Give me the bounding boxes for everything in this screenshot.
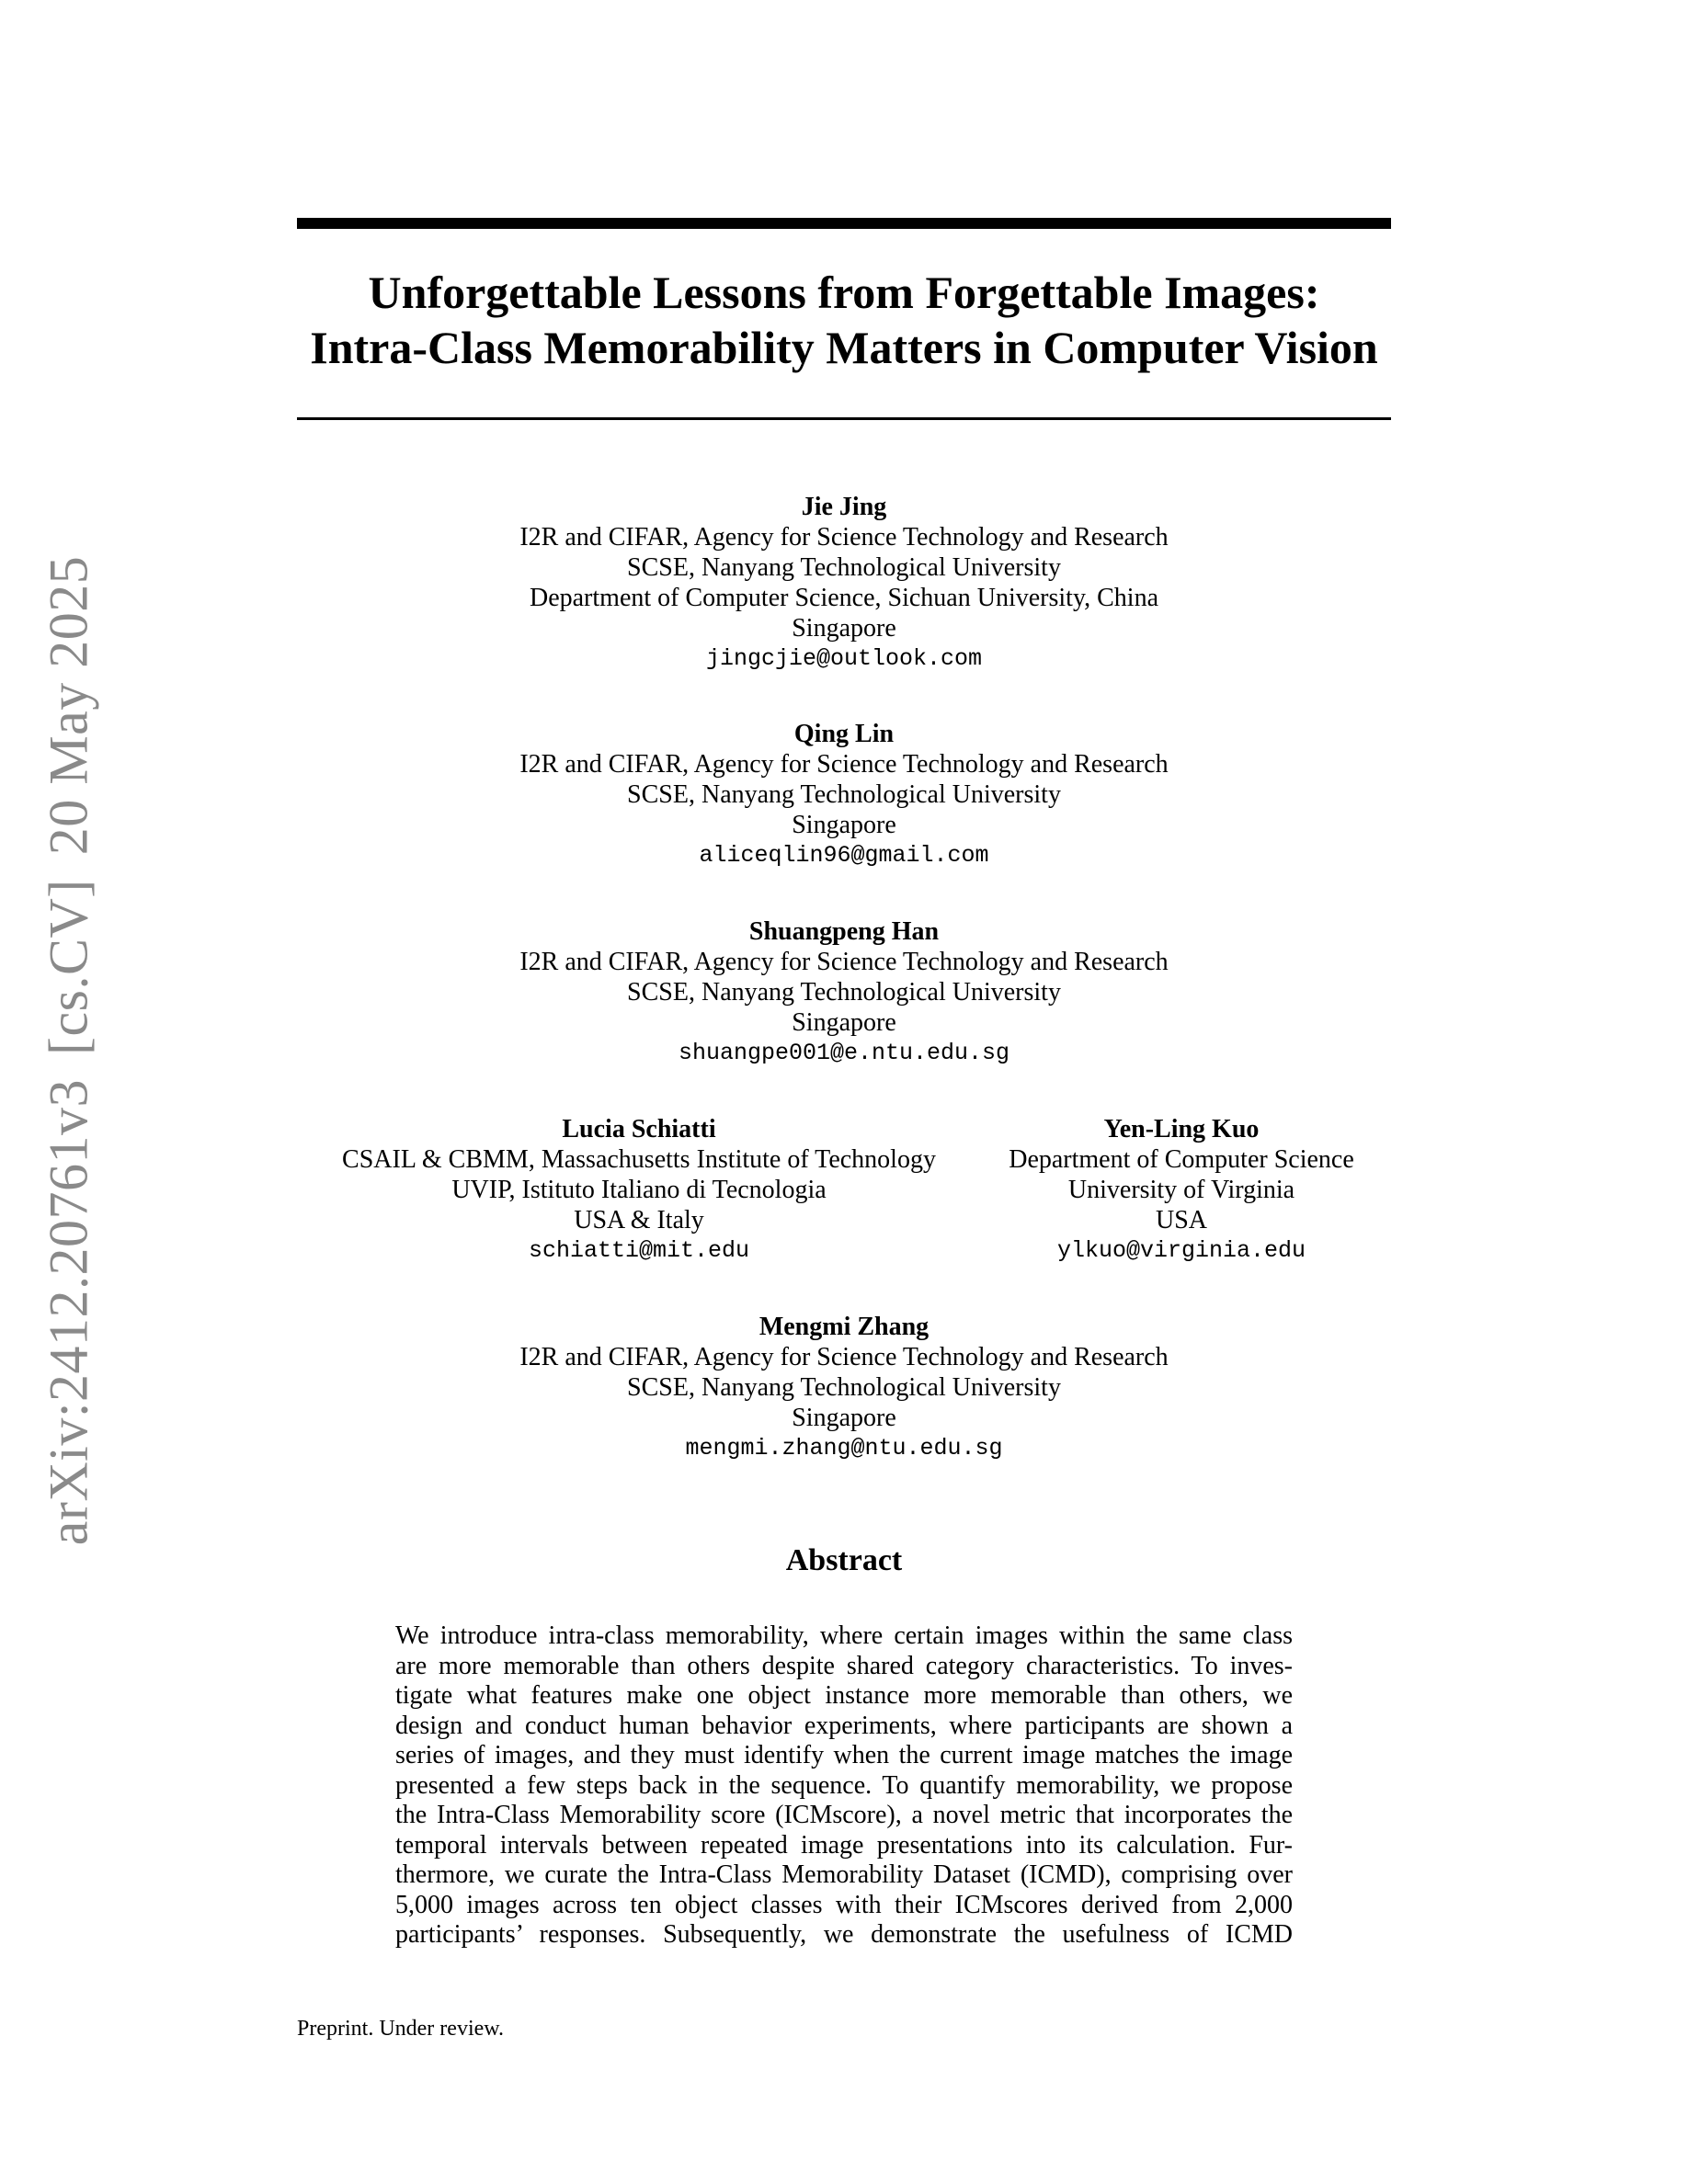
author-affiliation: Department of Computer Science bbox=[1009, 1145, 1354, 1174]
author-block-jie-jing bbox=[292, 492, 1396, 674]
abstract-line: design and conduct human behavior experiments, where participants are shown a bbox=[395, 1711, 1293, 1740]
author-affiliation: USA bbox=[1155, 1206, 1207, 1234]
author-block-shuangpeng-han bbox=[292, 916, 1396, 1068]
author-affiliation: USA & Italy bbox=[574, 1206, 704, 1234]
author-affiliation: Department of Computer Science, Sichuan University, China bbox=[529, 584, 1159, 612]
author-name: Qing Lin bbox=[793, 720, 895, 748]
author-name: Mengmi Zhang bbox=[758, 1313, 930, 1341]
paper-title bbox=[297, 265, 1391, 375]
author-affiliation: SCSE, Nanyang Technological University bbox=[627, 553, 1061, 582]
author-affiliation: Singapore bbox=[792, 1008, 896, 1037]
author-email: shuangpe001@e.ntu.edu.sg bbox=[678, 1040, 1010, 1066]
arxiv-watermark bbox=[38, 556, 101, 1546]
abstract-line: participants’ responses. Subsequently, we demonstrate the usefulness of ICMD bbox=[395, 1920, 1293, 1949]
author-affiliation: SCSE, Nanyang Technological University bbox=[627, 1373, 1061, 1402]
abstract-line: thermore, we curate the Intra-Class Memorability Dataset (ICMD), comprising over bbox=[395, 1860, 1293, 1889]
abstract-line: series of images, and they must identify when the current image matches the image bbox=[395, 1741, 1293, 1769]
preprint-footnote: Preprint. Under review. bbox=[297, 2017, 505, 2041]
author-affiliation: Singapore bbox=[792, 1404, 896, 1432]
author-name: Lucia Schiatti bbox=[562, 1115, 716, 1143]
abstract-line: are more memorable than others despite shared category characteristics. To inves- bbox=[395, 1651, 1293, 1680]
title-top-rule bbox=[297, 218, 1391, 229]
abstract-line: the Intra-Class Memorability score (ICMscore), a novel metric that incorporates the bbox=[395, 1801, 1293, 1829]
author-email: mengmi.zhang@ntu.edu.sg bbox=[685, 1435, 1003, 1462]
author-affiliation: Singapore bbox=[792, 811, 896, 839]
arxiv-date: 20 May 2025 bbox=[38, 555, 99, 856]
author-name: Shuangpeng Han bbox=[748, 917, 940, 946]
author-block-lucia-schiatti bbox=[313, 1114, 965, 1266]
author-affiliation: University of Virginia bbox=[1067, 1176, 1295, 1204]
abstract-line: presented a few steps back in the sequence. To quantify memorability, we propose bbox=[395, 1770, 1293, 1800]
arxiv-category: [cs.CV] bbox=[38, 879, 99, 1055]
author-block-qing-lin bbox=[292, 719, 1396, 870]
author-affiliation: SCSE, Nanyang Technological University bbox=[627, 978, 1061, 1007]
abstract-line: We introduce intra-class memorability, where certain images within the same class bbox=[395, 1621, 1293, 1650]
author-email: ylkuo@virginia.edu bbox=[1056, 1237, 1306, 1264]
author-name: Jie Jing bbox=[801, 493, 887, 521]
abstract-body bbox=[395, 1621, 1293, 1951]
author-affiliation: I2R and CIFAR, Agency for Science Technology and Research bbox=[519, 948, 1169, 976]
author-email: aliceqlin96@gmail.com bbox=[699, 842, 989, 869]
author-block-mengmi-zhang bbox=[292, 1312, 1396, 1463]
abstract-line: temporal intervals between repeated image presentations into its calculation. Fur- bbox=[395, 1830, 1293, 1860]
title-line-2: Intra-Class Memorability Matters in Computer Vision bbox=[310, 322, 1378, 373]
author-name: Yen-Ling Kuo bbox=[1103, 1115, 1260, 1143]
title-line-1: Unforgettable Lessons from Forgettable Images: bbox=[368, 267, 1320, 318]
author-affiliation: I2R and CIFAR, Agency for Science Technology and Research bbox=[519, 1343, 1169, 1371]
author-affiliation: I2R and CIFAR, Agency for Science Technology and Research bbox=[519, 523, 1169, 552]
author-affiliation: SCSE, Nanyang Technological University bbox=[627, 780, 1061, 809]
author-affiliation: Singapore bbox=[792, 614, 896, 643]
arxiv-id: arXiv:2412.20761v3 bbox=[38, 1079, 99, 1546]
author-email: schiatti@mit.edu bbox=[528, 1237, 750, 1264]
author-block-yen-ling-kuo bbox=[984, 1114, 1379, 1266]
author-affiliation: UVIP, Istituto Italiano di Tecnologia bbox=[451, 1176, 827, 1204]
abstract-line: tigate what features make one object instance more memorable than others, we bbox=[395, 1681, 1293, 1710]
author-affiliation: I2R and CIFAR, Agency for Science Technology and Research bbox=[519, 750, 1169, 779]
author-affiliation: CSAIL & CBMM, Massachusetts Institute of Technology bbox=[342, 1145, 936, 1174]
abstract-line: 5,000 images across ten object classes with their ICMscores derived from 2,000 bbox=[395, 1890, 1293, 1919]
abstract-heading: Abstract bbox=[785, 1543, 903, 1577]
author-email: jingcjie@outlook.com bbox=[705, 645, 983, 672]
title-bottom-rule bbox=[297, 417, 1391, 420]
